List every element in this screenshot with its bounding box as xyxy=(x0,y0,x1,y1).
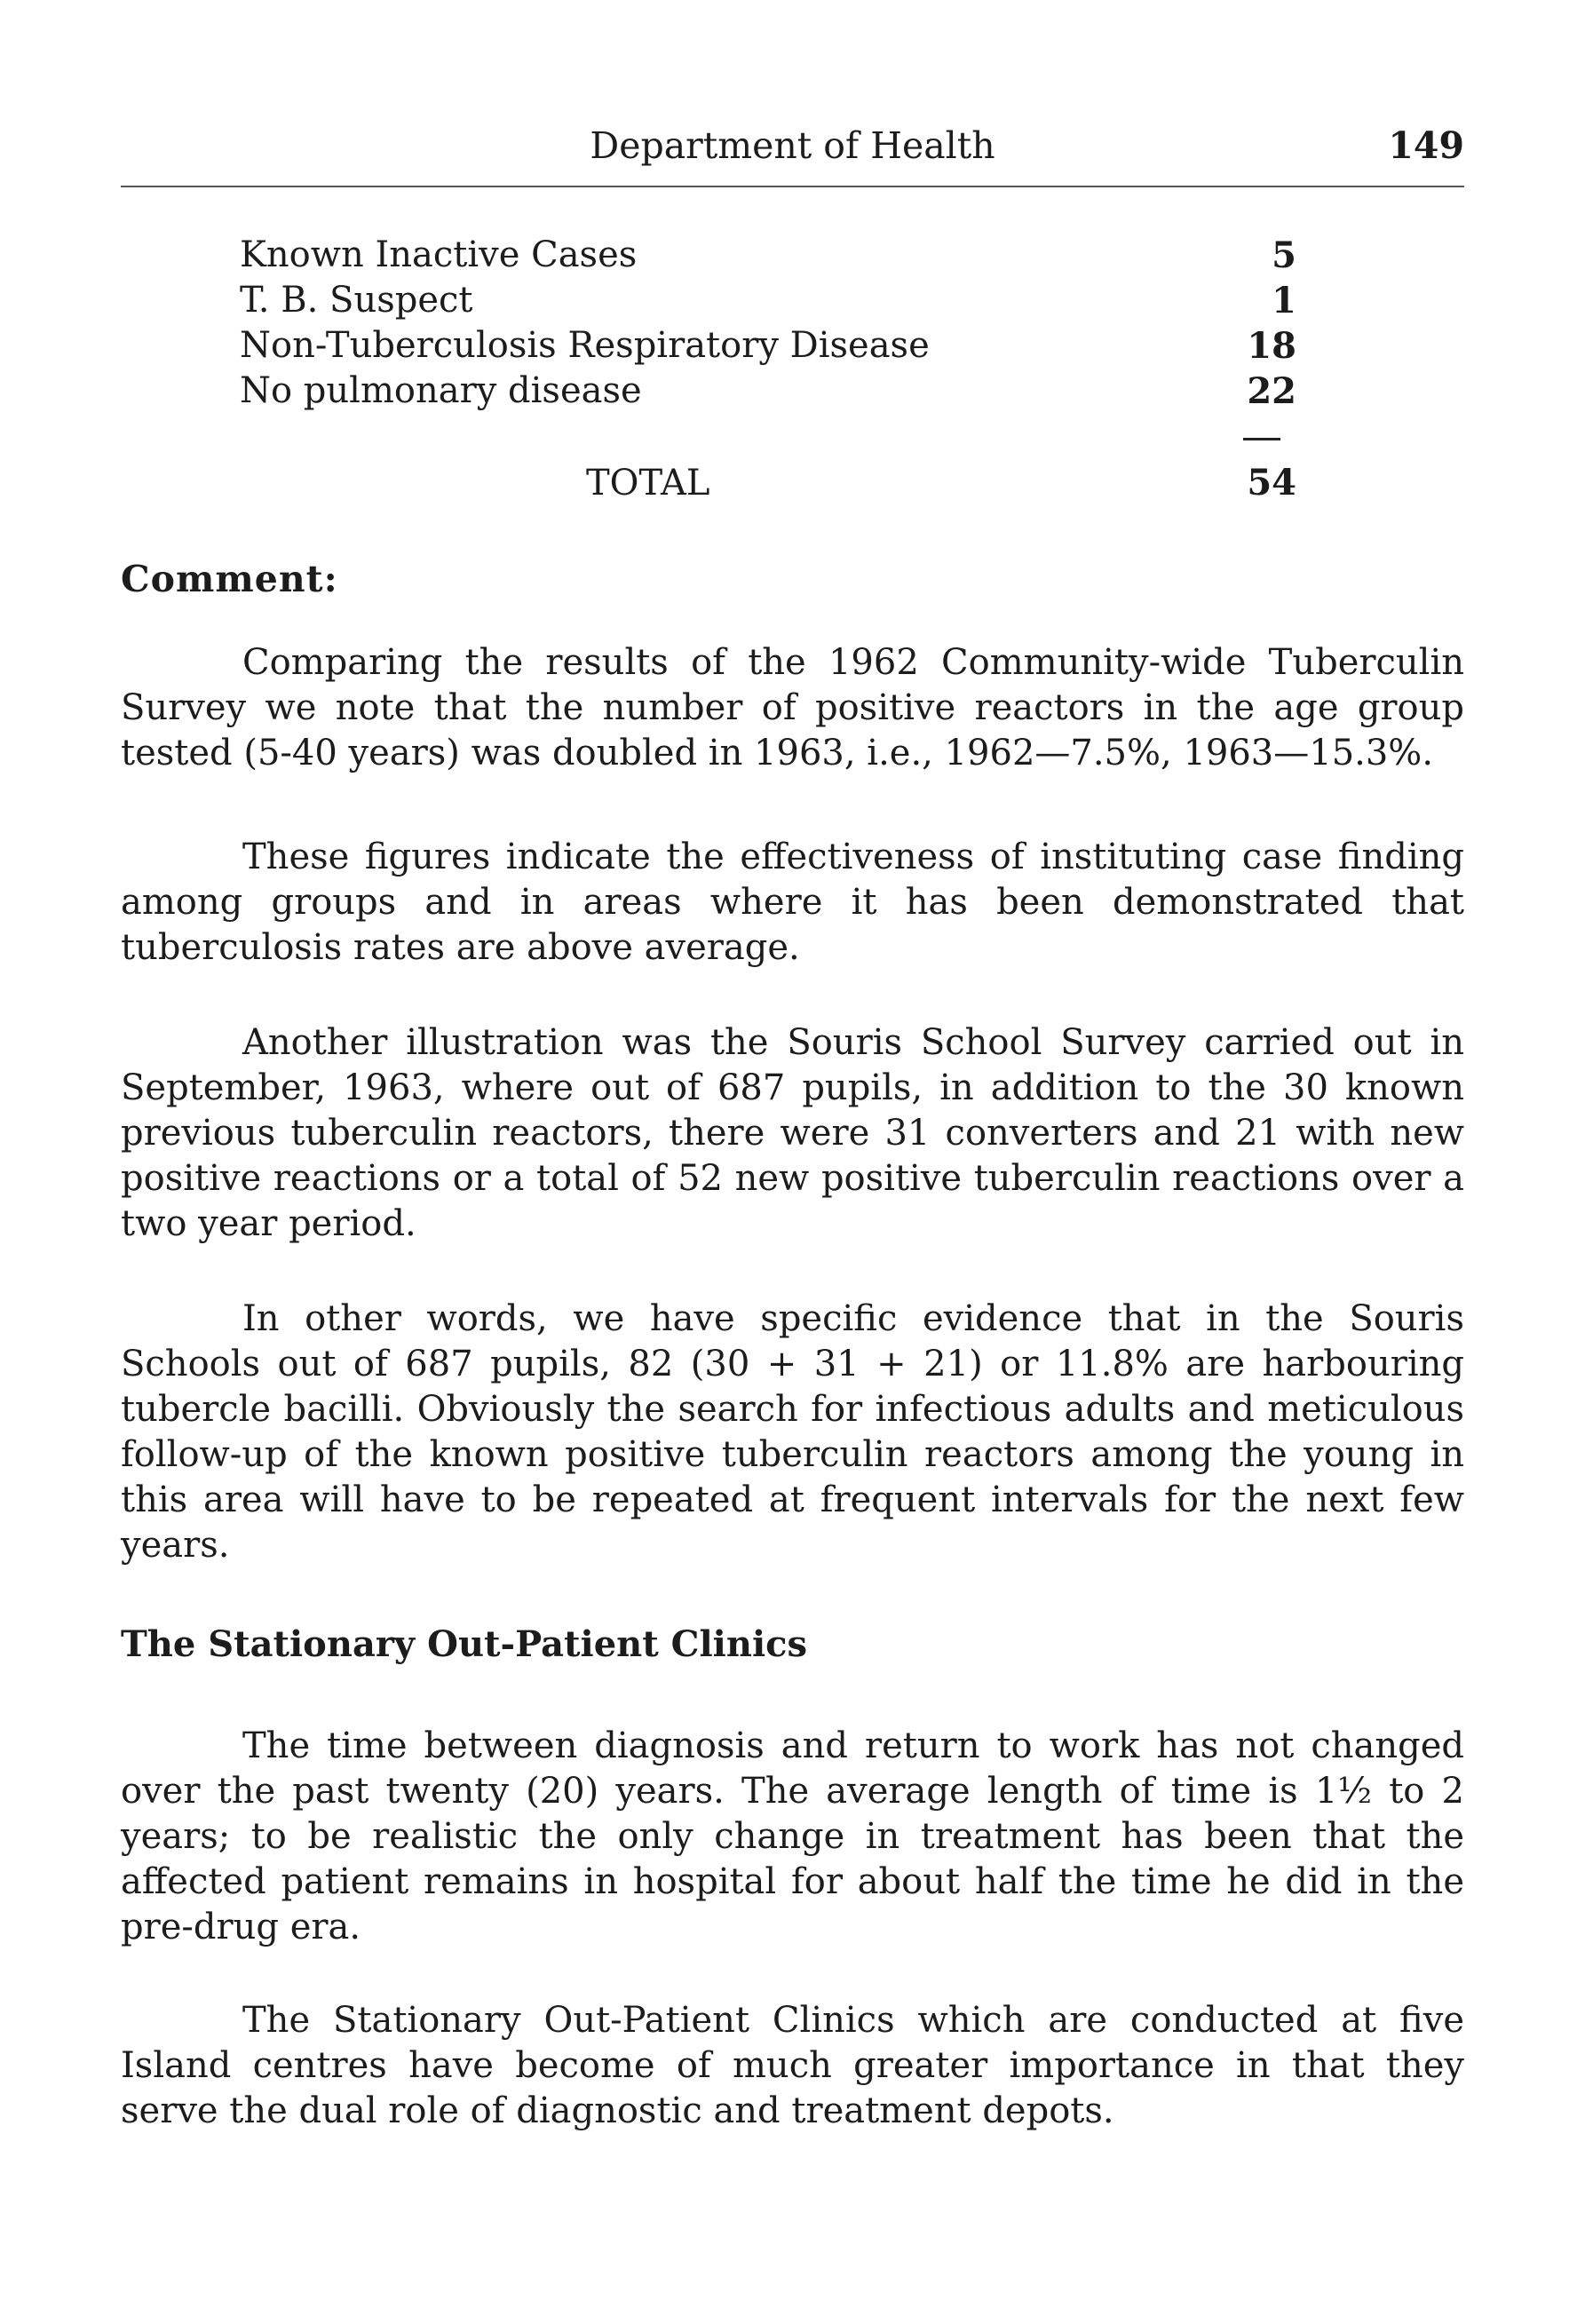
total-label: TOTAL xyxy=(586,463,710,504)
stat-row xyxy=(240,233,1296,278)
page-number: 149 xyxy=(1388,124,1464,167)
paragraph: These figures indicate the effectiveness of instituting case finding among groups and in areas where it has been demonstrated that tuberculosis rates are above average. xyxy=(121,837,1464,968)
stat-label: Non-Tuberculosis Respiratory Disease xyxy=(240,325,930,366)
stat-value: 1 xyxy=(1272,280,1296,321)
stat-value: 18 xyxy=(1247,325,1296,367)
paragraph: Another illustration was the Souris School Survey carried out in September, 1963, where out of 687 pupils, in addition to the 30 known previous tuberculin reactors, there were 31 converters and 21 with new positive reactions or a total of 52 new positive tuberculin reactions over a two year period. xyxy=(121,1022,1464,1244)
paragraph: The Stationary Out-Patient Clinics which are conducted at five Island centres have become of much greater importance in that they serve the dual role of diagnostic and treatment depots. xyxy=(121,2000,1464,2131)
stat-value: 22 xyxy=(1247,370,1296,412)
total-rule xyxy=(1243,438,1280,440)
stat-label: Known Inactive Cases xyxy=(240,234,638,275)
section-heading: The Stationary Out-Patient Clinics xyxy=(121,1623,808,1665)
stat-value: 5 xyxy=(1272,234,1296,276)
stat-label: T. B. Suspect xyxy=(240,280,473,321)
paragraph: In other words, we have specific evidence that in the Souris Schools out of 687 pupils, 82 (30 + 31 + 21) or 11.8% are harbouring tubercle bacilli. Obviously the search for infectious adults and meticulous follow-up of the known positive tuberculin reactors among the young in this area will have to be repeated at frequent intervals for the next few years. xyxy=(121,1298,1464,1566)
stat-row xyxy=(240,369,1296,414)
stat-label: No pulmonary disease xyxy=(240,370,642,411)
header-title: Department of Health xyxy=(590,124,995,167)
stat-row xyxy=(240,278,1296,323)
running-header xyxy=(121,124,1464,178)
total-row xyxy=(240,458,1296,508)
paragraph: Comparing the results of the 1962 Community-wide Tuberculin Survey we note that the number of positive reactors in the age group tested (5-40 years) was doubled in 1963, i.e., 1962—7.5%, 1963—15.3%. xyxy=(121,642,1464,773)
stat-row xyxy=(240,323,1296,369)
total-value: 54 xyxy=(1247,462,1296,504)
paragraph: The time between diagnosis and return to work has not changed over the past twenty (20) years. The average length of time is 1½ to 2 years; to be realistic the only change in treatment has been that the affected patient remains in hospital for about half the time he did in the pre-drug era. xyxy=(121,1725,1464,1947)
header-divider xyxy=(121,186,1464,187)
comment-heading: Comment: xyxy=(121,558,338,600)
case-statistics-list xyxy=(240,233,1296,414)
